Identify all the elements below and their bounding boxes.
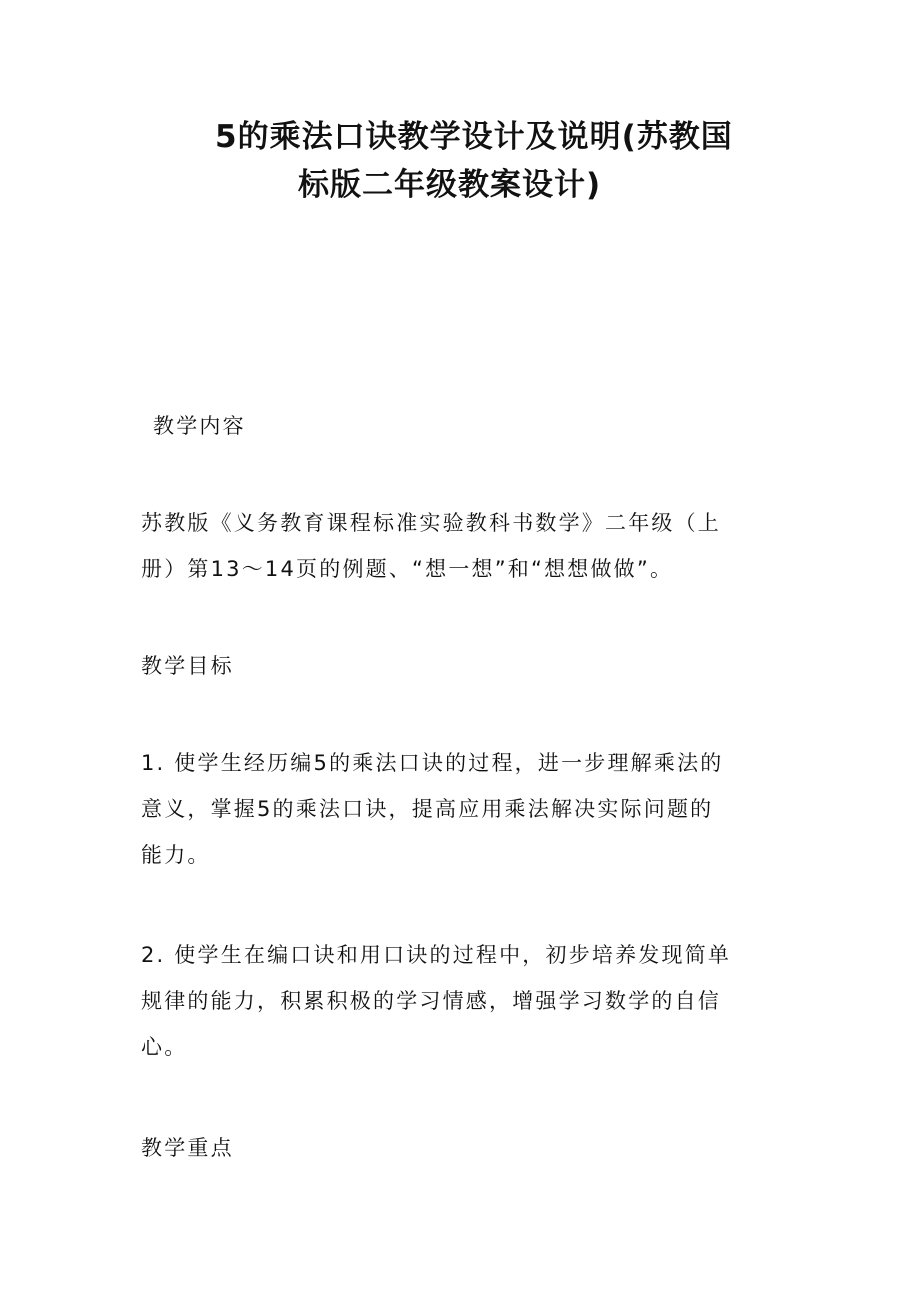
content-line-2: 册）第13～14页的例题、“想一想”和“想想做做”。 — [141, 557, 674, 581]
objective-1-line-1: 1. 使学生经历编5的乘法口诀的过程，进一步理解乘法的 — [141, 751, 724, 775]
section-heading-key-points: 教学重点 — [141, 1136, 234, 1160]
section-heading-objectives: 教学目标 — [141, 654, 234, 678]
objective-1-line-2: 意义，掌握5的乘法口诀，提高应用乘法解决实际问题的 — [141, 797, 714, 821]
objective-2-line-1: 2. 使学生在编口诀和用口诀的过程中，初步培养发现简单 — [141, 943, 732, 967]
objective-1-line-3: 能力。 — [141, 843, 211, 867]
document-title-line-1: 5的乘法口诀教学设计及说明(苏教国 — [215, 119, 733, 155]
objective-2-line-2: 规律的能力，积累积极的学习情感，增强学习数学的自信 — [141, 989, 721, 1013]
section-heading-content: 教学内容 — [153, 414, 246, 438]
document-title-line-2: 标版二年级教案设计) — [298, 167, 602, 203]
content-line-1: 苏教版《义务教育课程标准实验教科书数学》二年级（上 — [141, 511, 721, 535]
objective-2-line-3: 心。 — [141, 1035, 188, 1059]
